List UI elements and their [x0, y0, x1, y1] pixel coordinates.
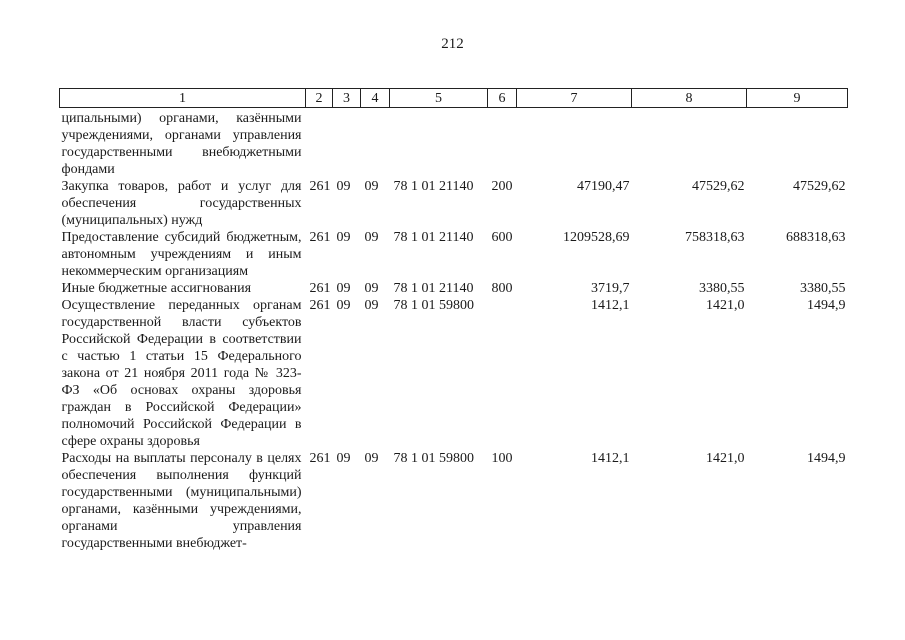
page-number: 212 — [441, 36, 464, 52]
row-code-2: 261 — [309, 230, 331, 245]
row-code-5: 78 1 01 21140 — [393, 230, 474, 245]
row-value-7: 1209528,69 — [563, 230, 630, 245]
row-code-3: 09 — [336, 281, 351, 296]
row-description: Расходы на выплаты персоналу в целях обеспечения выполнения функций государственными (муниципальными) органами, казёнными учреждениями, органами управления государственными внебюджет- — [61, 451, 302, 551]
table-header-row — [60, 89, 848, 108]
row-code-2 — [306, 108, 333, 179]
row-value-9: 1494,9 — [807, 451, 846, 466]
row-value-8: 758318,63 — [685, 230, 745, 245]
row-description: Предоставление субсидий бюджетным, автономным учреждениям и иным некоммерческим организациям — [61, 230, 302, 279]
row-value-9: 47529,62 — [793, 179, 846, 194]
column-header-7: 7 — [517, 89, 632, 108]
row-value-9: 3380,55 — [800, 281, 846, 296]
row-description: Иные бюджетные ассигнования — [61, 281, 252, 296]
row-code-2: 261 — [309, 298, 331, 313]
table-row — [60, 297, 848, 450]
row-code-4: 09 — [364, 451, 379, 466]
row-value-8 — [632, 108, 747, 179]
row-code-5: 78 1 01 59800 — [393, 451, 474, 466]
row-code-3: 09 — [336, 179, 351, 194]
row-value-7 — [517, 108, 632, 179]
column-header-8: 8 — [632, 89, 747, 108]
row-description: ципальными) органами, казёнными учреждениями, органами управления государственными внебюджетными фондами — [61, 111, 302, 177]
row-code-4: 09 — [364, 230, 379, 245]
row-code-2: 261 — [309, 179, 331, 194]
row-code-2: 261 — [309, 281, 331, 296]
row-code-5: 78 1 01 21140 — [393, 179, 474, 194]
row-value-7: 3719,7 — [591, 281, 630, 296]
row-value-7: 1412,1 — [591, 298, 630, 313]
row-code-5 — [390, 108, 488, 179]
row-description: Закупка товаров, работ и услуг для обеспечения государственных (муниципальных) нужд — [61, 179, 302, 228]
row-code-6: 200 — [491, 179, 513, 194]
row-code-6: 600 — [491, 230, 513, 245]
row-code-3: 09 — [336, 298, 351, 313]
column-header-1: 1 — [60, 89, 306, 108]
row-code-2: 261 — [309, 451, 331, 466]
column-header-2: 2 — [306, 89, 333, 108]
table-row — [60, 450, 848, 552]
column-header-6: 6 — [488, 89, 517, 108]
row-code-5: 78 1 01 59800 — [393, 298, 474, 313]
budget-table — [59, 88, 848, 552]
column-header-9: 9 — [747, 89, 848, 108]
row-code-4: 09 — [364, 281, 379, 296]
row-value-9 — [747, 108, 848, 179]
row-code-6: 100 — [491, 451, 513, 466]
row-value-9: 688318,63 — [786, 230, 846, 245]
row-code-6 — [488, 297, 517, 450]
row-value-8: 3380,55 — [699, 281, 745, 296]
column-header-5: 5 — [390, 89, 488, 108]
row-code-5: 78 1 01 21140 — [393, 281, 474, 296]
row-value-9: 1494,9 — [807, 298, 846, 313]
table-row — [60, 108, 848, 179]
row-code-3: 09 — [336, 451, 351, 466]
row-code-3: 09 — [336, 230, 351, 245]
row-description: Осуществление переданных органам государственной власти субъектов Российской Федерации в соответствии с частью 1 статьи 15 Федерального закона от 21 ноября 2011 года № 323-ФЗ «Об основах охраны здоровья граждан в Российской Федерации» полномочий Российской Федерации в сфере охраны здоровья — [61, 298, 302, 449]
column-header-3: 3 — [333, 89, 361, 108]
row-code-6 — [488, 108, 517, 179]
row-value-7: 1412,1 — [591, 451, 630, 466]
row-value-7: 47190,47 — [577, 179, 630, 194]
table-row — [60, 178, 848, 229]
row-code-6: 800 — [491, 281, 513, 296]
row-code-4 — [361, 108, 390, 179]
row-value-8: 1421,0 — [706, 298, 745, 313]
row-code-3 — [333, 108, 361, 179]
row-code-4: 09 — [364, 298, 379, 313]
table-row — [60, 280, 848, 297]
column-header-4: 4 — [361, 89, 390, 108]
row-value-8: 1421,0 — [706, 451, 745, 466]
row-value-8: 47529,62 — [692, 179, 745, 194]
row-code-4: 09 — [364, 179, 379, 194]
table-row — [60, 229, 848, 280]
